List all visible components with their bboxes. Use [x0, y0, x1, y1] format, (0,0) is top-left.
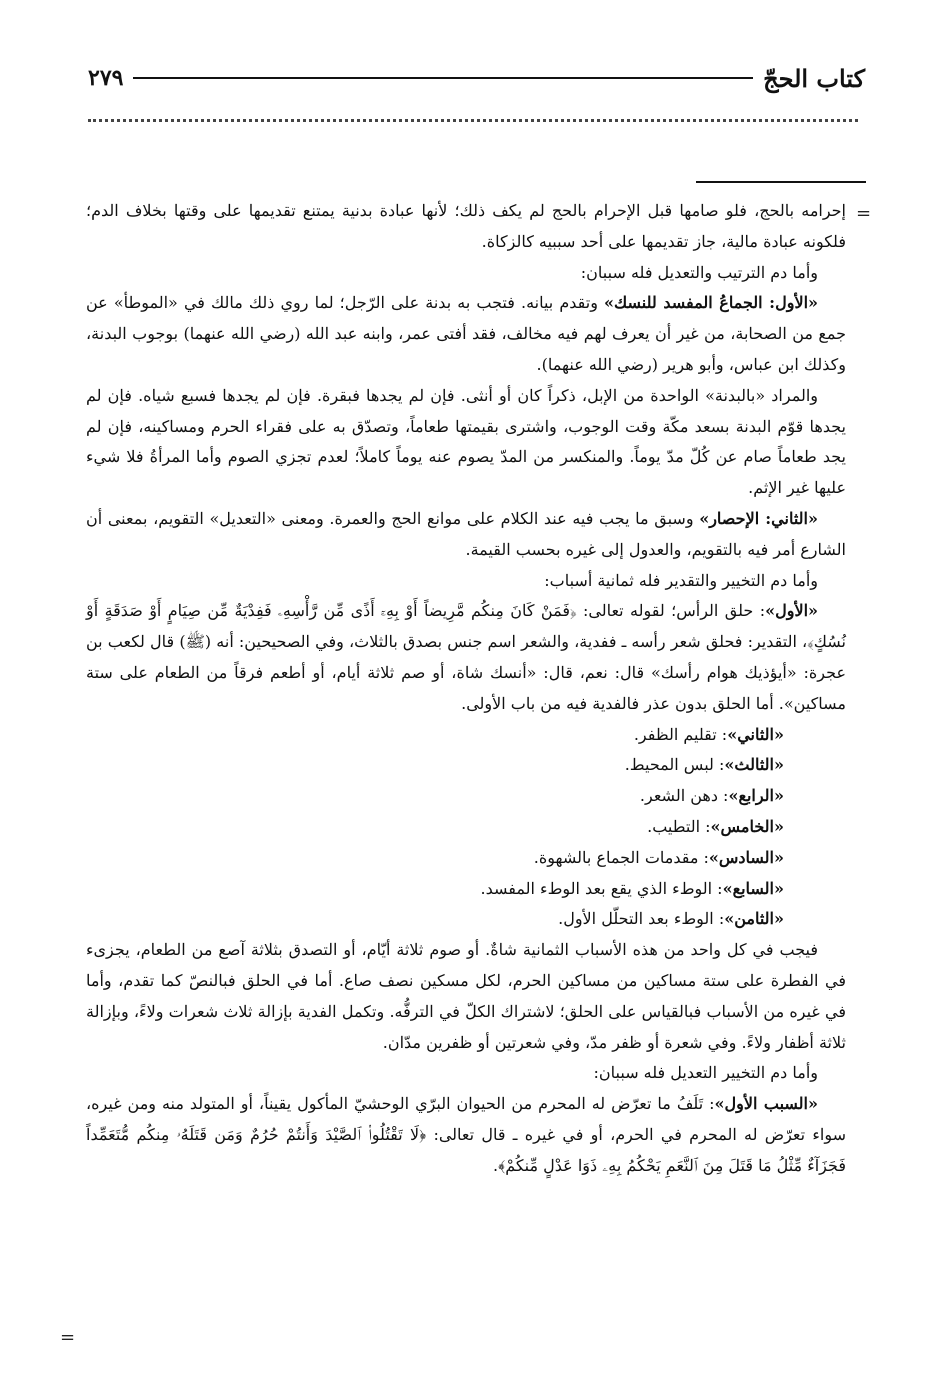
section-label: «الثاني: الإحصار»	[699, 508, 818, 528]
header-rule	[133, 77, 753, 79]
list-item-label: «الثاني»	[727, 724, 784, 744]
list-item-label: «السابع»	[722, 878, 784, 898]
dotted-separator	[88, 119, 858, 122]
continuation-mark-top: =	[856, 203, 872, 224]
list-item	[86, 812, 846, 843]
page-number: ٢٧٩	[88, 65, 124, 91]
list-item-text: : الوطء الذي يقع بعد الوطء المفسد.	[480, 878, 723, 898]
page-body	[86, 196, 846, 1182]
list-item	[86, 874, 846, 905]
list-item-label: «الخامس»	[710, 816, 784, 836]
section-label: «الأول»	[765, 601, 819, 621]
paragraph-text: وتقدم بيانه. فتجب به بدنة على الرّجل؛ لما روي ذلك مالك في «الموطأ» عن جمع من الصحابة، من غير أن يعرف لهم فيه مخالف، فقد أفتى عمر، وابنه عبد الله (رضي الله عنهما) بوجوب البدنة، وكذلك ابن عباس، وأبو هرير (رضي الله عنهما).	[86, 293, 846, 374]
paragraph	[86, 1089, 846, 1181]
list-item-text: : لبس المحيط.	[624, 755, 725, 775]
book-title: كتاب الحجّ	[763, 63, 865, 93]
list-item	[86, 904, 846, 935]
list-item-text: : الوطء بعد التحلّل الأول.	[558, 909, 725, 929]
paragraph: فيجب في كل واحد من هذه الأسباب الثمانية شاةٌ. أو صوم ثلاثة أيّام، أو التصدق بثلاثة آصع من الطعام، يجزىء في الفطرة على ستة مساكين من مساكين الحرم، لكل مسكين نصف صاع. أما في الحلق فبالنصّ كما تقدم، وأما في غيره من الأسباب فبالقياس على الحلق؛ لاشتراك الكلّ في الترفُّه. وتكمل الفدية بإزالة ثلاث شعرات ولاءً، وبإزالة ثلاثة أظفار ولاءً. وفي شعرة أو ظفر مدّ، وفي شعرتين أو ظفرين مدّان.	[86, 940, 846, 1052]
list-item	[86, 720, 846, 751]
section-label: «الأول: الجماعُ المفسد للنسك»	[604, 293, 819, 313]
footnote-rule	[696, 181, 866, 183]
list-item-text: : تقليم الظفر.	[633, 724, 728, 744]
continuation-mark-bottom: =	[60, 1327, 76, 1348]
list-item	[86, 750, 846, 781]
paragraph	[86, 288, 846, 380]
list-item-label: «الرابع»	[728, 786, 784, 806]
section-label: «السبب الأول»	[714, 1094, 818, 1114]
paragraph-text: : تَلَفُ ما تعرّض له المحرم من الحيوان البرّي الوحشيّ المأكول يقيناً، أو المتولد منه ومن غيره، سواء تعرّض له المحرم في الحرم، أو في غيره ـ قال تعالى: ﴿لَا تَقْتُلُوا۟ ٱلصَّيْدَ وَأَنتُمْ حُرُمٌ وَمَن قَتَلَهُۥ مِنكُم مُّتَعَمِّداً فَجَزَآءٌ مِّثْلُ مَا قَتَلَ مِنَ ٱلنَّعَمِ يَحْكُمُ بِهِۦ ذَوَا عَدْلٍ مِّنكُمْ﴾.	[86, 1094, 846, 1175]
paragraph: إحرامه بالحج، فلو صامها قبل الإحرام بالحج لم يكف ذلك؛ لأنها عبادة بدنية يمتنع تقديمها على وقتها بخلاف الدم؛ فلكونه عبادة مالية، جاز تقديمها على أحد سببيه كالزكاة.	[86, 201, 847, 251]
paragraph	[86, 596, 846, 719]
paragraph	[86, 504, 846, 566]
list-item-text: : التطيب.	[647, 816, 711, 836]
list-item-text: : دهن الشعر.	[639, 786, 729, 806]
paragraph: وأما دم الترتيب والتعديل فله سببان:	[580, 262, 818, 282]
list-item	[86, 843, 846, 874]
page-header	[88, 58, 865, 98]
list-item-label: «الثالث»	[724, 755, 784, 775]
list-item-label: «السادس»	[708, 847, 784, 867]
paragraph: والمراد «بالبدنة» الواحدة من الإبل، ذكراً كان أو أنثى. فإن لم يجدها فبقرة. فإن لم يجدها فسبع شياه. فإن لم يجدها قوّم البدنة بسعد مكّة وقت الوجوب، واشترى بقيمتها طعاماً، وتصدّق به على فقراء الحرم ومساكينه، فإن لم يجد طعاماً صام عن كُلّ مدّ يوماً. والمنكسر من المدّ يصوم عنه يوماً كاملاً؛ لعدم تجزي الصوم وأما المرأةُ فلا شيء عليها غير الإثم.	[86, 385, 847, 498]
paragraph: وأما دم التخيير والتقدير فله ثمانية أسباب:	[544, 570, 818, 590]
list-item	[86, 781, 846, 812]
paragraph-text: وسبق ما يجب فيه عند الكلام على موانع الحج والعمرة. ومعنى «التعديل» التقويم، بمعنى أن الشارع أمر فيه بالتقويم، والعدول إلى غيره بحسب القيمة.	[86, 508, 846, 559]
paragraph-text: : حلق الرأس؛ لقوله تعالى: ﴿فَمَنْ كَانَ مِنكُم مَّرِيضاً أَوْ بِهِۦٓ أَذًى مِّن رَّأْسِهِۦ فَفِدْيَةٌ مِّن صِيَامٍ أَوْ صَدَقَةٍ أَوْ نُسُكٍ﴾، التقدير: فحلق شعر رأسه ـ ففدية، والشعر اسم جنس بصدق بالثلاث، وفي الصحيحين: أنه (ﷺ) قال لكعب بن عجرة: «أيؤذيك هوام رأسك» قال: نعم، قال: «أنسك شاة، أو صم ثلاثة أيام، أو أطعم فرقاً من الطعام على ستة مساكين». أما الحلق بدون عذر فالفدية فيه من باب الأولى.	[86, 601, 846, 713]
paragraph: وأما دم التخيير التعديل فله سببان:	[593, 1063, 818, 1083]
list-item-label: «الثامن»	[724, 909, 784, 929]
list-item-text: : مقدمات الجماع بالشهوة.	[533, 847, 709, 867]
